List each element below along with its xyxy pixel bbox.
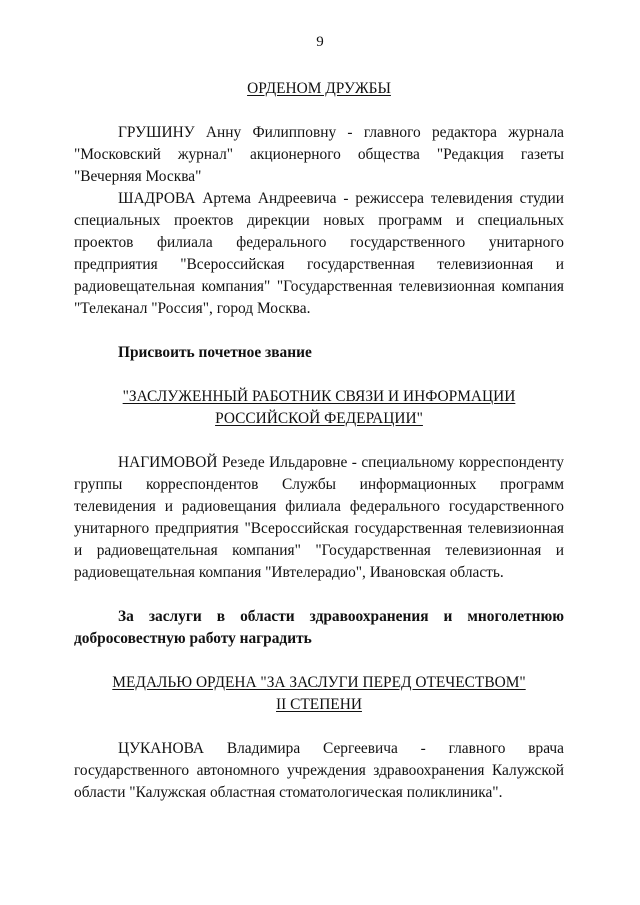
decree-instruction: Присвоить почетное звание	[118, 344, 312, 361]
awardee-paragraph: ШАДРОВА Артема Андреевича - режиссера телевидения студии специальных проектов дирекции новых программ и специальных проектов филиала федерального государственного унитарного предприятия "Всероссийская государственная телевизионная и радиовещательная компания" "Государственная телевизионная компания "Телеканал "Россия", город Москва.	[74, 190, 564, 317]
awardee-paragraph: ЦУКАНОВА Владимира Сергеевича - главного врача государственного автономного учреждения здравоохранения Калужской области "Калужская областная стоматологическая поликлиника".	[74, 740, 564, 801]
awardee-paragraph: ГРУШИНУ Анну Филипповну - главного редактора журнала "Московский журнал" акционерного общества "Редакция газеты "Вечерняя Москва"	[74, 124, 564, 185]
medal-heading-line: МЕДАЛЬЮ ОРДЕНА "ЗА ЗАСЛУГИ ПЕРЕД ОТЕЧЕСТВОМ"	[112, 674, 526, 691]
awardee-paragraph: НАГИМОВОЙ Резеде Ильдаровне - специальному корреспонденту группы корреспондентов Службы информационных программ телевидения и радиовещания филиала федерального государственного унитарного предприятия "Всероссийская государственная телевизионная и радиовещательная компания" "Государственная телевизионная и радиовещательная компания "Ивтелерадио", Ивановская область.	[74, 454, 564, 581]
page-number: 9	[316, 34, 324, 50]
decree-instruction: За заслуги в области здравоохранения и многолетнюю добросовестную работу наградить	[74, 608, 564, 647]
award-heading-order-of-friendship: ОРДЕНОМ ДРУЖБЫ	[247, 80, 391, 97]
document-body	[74, 78, 564, 804]
title-heading-line: РОССИЙСКОЙ ФЕДЕРАЦИИ"	[215, 410, 423, 427]
medal-heading-line: II СТЕПЕНИ	[276, 696, 362, 713]
title-heading-line: "ЗАСЛУЖЕННЫЙ РАБОТНИК СВЯЗИ И ИНФОРМАЦИИ	[122, 388, 516, 405]
